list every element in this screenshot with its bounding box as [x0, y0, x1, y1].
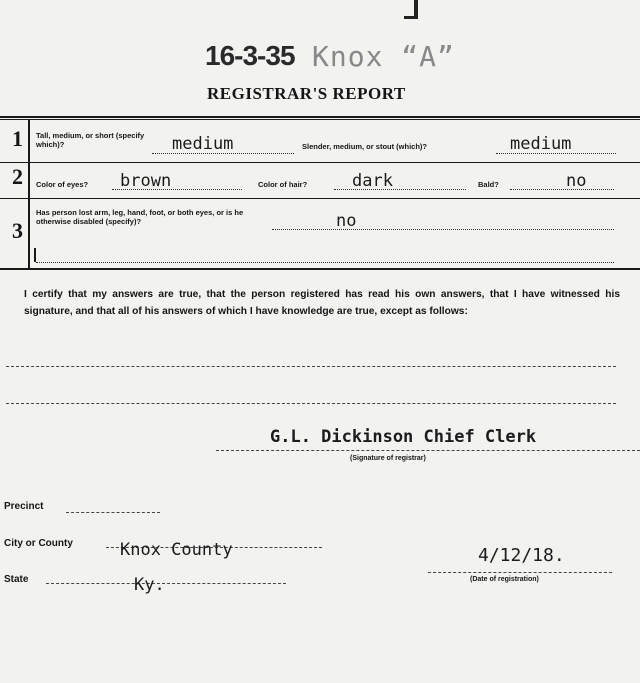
- precinct-label: Precinct: [4, 501, 44, 512]
- signature-caption: (Signature of registrar): [350, 455, 426, 462]
- exceptions-line-2: [6, 403, 616, 404]
- ink-mark: [404, 0, 418, 19]
- hair-color-answer: dark: [352, 171, 393, 191]
- certification-text: I certify that my answers are true, that the person registered has read his own answers, that I have witnessed his signature, and that all of his answers of which I have knowledge are true, except as follows:: [24, 289, 620, 317]
- state-value: Ky.: [134, 575, 165, 595]
- row-number-2: 2: [12, 164, 23, 189]
- signature-line: [216, 450, 640, 451]
- disability-answer: no: [336, 211, 357, 231]
- state-label: State: [4, 574, 29, 585]
- county-value: Knox County: [120, 540, 233, 560]
- state-line: [46, 583, 286, 584]
- date-line: [428, 572, 612, 573]
- disability-second-line: [36, 262, 614, 263]
- date-caption: (Date of registration): [470, 576, 539, 583]
- bald-label: Bald?: [478, 180, 499, 189]
- serial-code: 16-3-35: [205, 40, 295, 71]
- bald-answer-line: [510, 189, 614, 190]
- registrar-signature: G.L. Dickinson Chief Clerk: [270, 427, 537, 447]
- table-top-border-inner: [0, 119, 640, 120]
- row-number-3: 3: [12, 218, 23, 243]
- build-answer: medium: [510, 134, 572, 154]
- hair-color-label: Color of hair?: [258, 180, 308, 189]
- bald-answer: no: [566, 171, 587, 191]
- registration-date: 4/12/18.: [478, 545, 565, 566]
- row-divider-1: [0, 162, 640, 163]
- eye-color-answer: brown: [120, 171, 172, 191]
- number-column-divider: [28, 120, 30, 268]
- exceptions-line-1: [6, 366, 616, 367]
- row-number-1: 1: [12, 126, 23, 151]
- margin-tick: [34, 248, 36, 262]
- build-height-label: Tall, medium, or short (specify which)?: [36, 131, 145, 149]
- precinct-line: [66, 512, 160, 513]
- build-weight-label: Slender, medium, or stout (which)?: [302, 142, 428, 151]
- county-stamp: Knox “A”: [312, 40, 455, 73]
- table-bottom-border: [0, 268, 640, 270]
- report-title: REGISTRAR'S REPORT: [207, 84, 406, 103]
- height-answer: medium: [172, 134, 234, 154]
- row-divider-2: [0, 198, 640, 199]
- eye-color-label: Color of eyes?: [36, 180, 89, 189]
- disability-answer-line: [272, 229, 614, 230]
- table-top-border: [0, 116, 640, 118]
- disability-label: Has person lost arm, leg, hand, foot, or both eyes, or is he otherwise disabled (specify)?: [36, 208, 244, 226]
- county-label: City or County: [4, 538, 73, 549]
